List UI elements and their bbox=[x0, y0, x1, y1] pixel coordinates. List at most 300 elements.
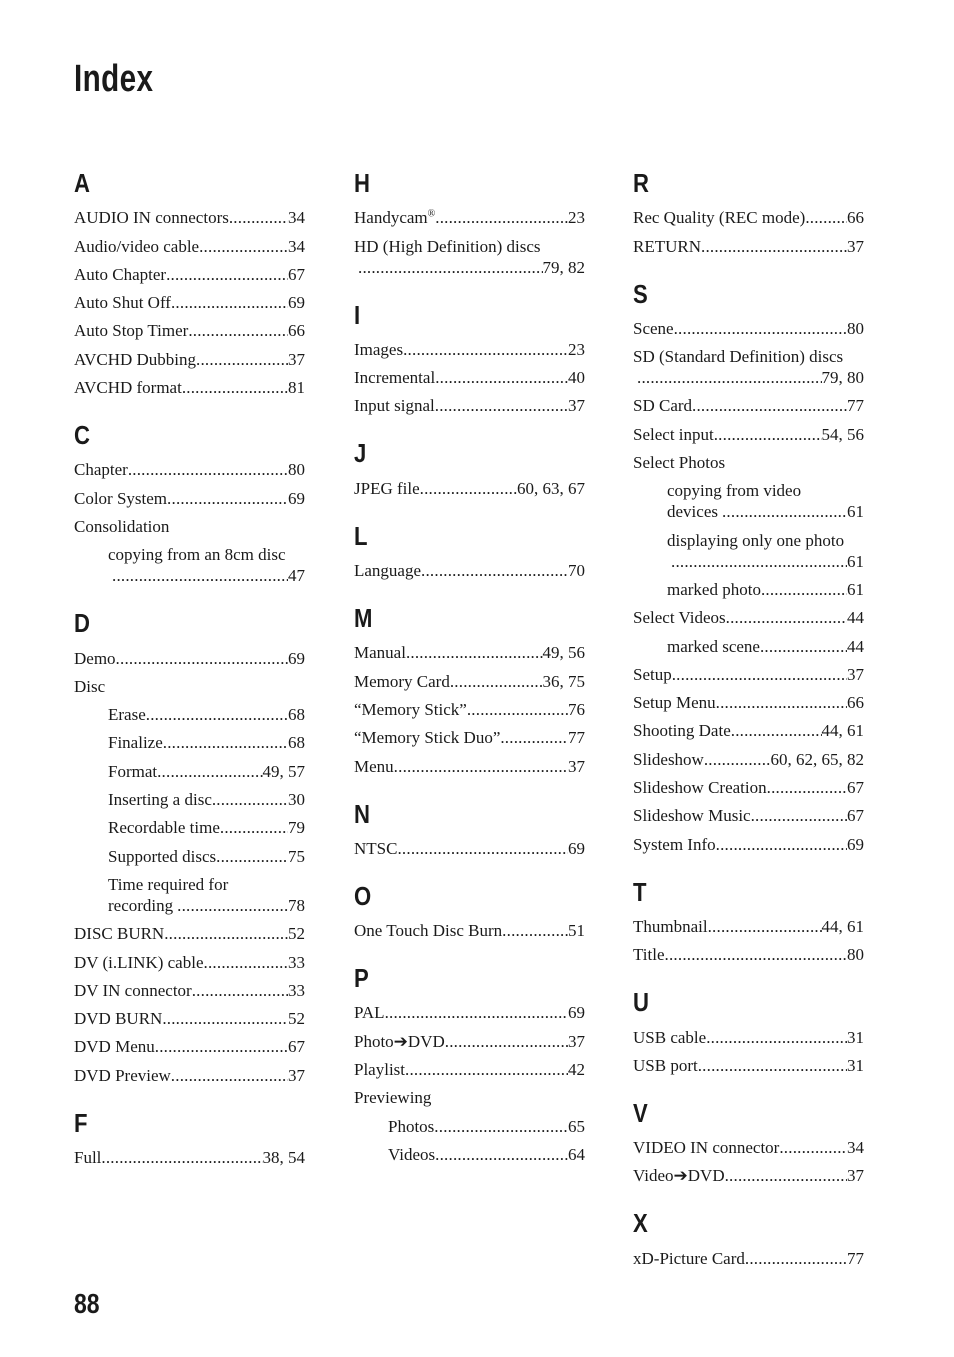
entry-term-text: USB cable bbox=[633, 1027, 707, 1047]
entry-term-text: AUDIO IN connectors bbox=[74, 208, 229, 228]
entry-term bbox=[354, 838, 397, 859]
entry-pages: 33 bbox=[288, 980, 305, 1000]
entry-row bbox=[388, 1116, 585, 1137]
entry-row bbox=[354, 699, 585, 720]
entry-row bbox=[633, 692, 864, 713]
section-letter: J bbox=[354, 438, 367, 469]
entry-pages: 47 bbox=[288, 566, 305, 586]
index-entry bbox=[633, 1137, 864, 1158]
entry-term bbox=[388, 1144, 435, 1165]
entry-row bbox=[667, 579, 864, 600]
section-letter: A bbox=[74, 168, 90, 198]
index-subentry bbox=[74, 874, 305, 916]
index-section-r bbox=[633, 166, 864, 257]
entry-pages: 80 bbox=[847, 318, 864, 338]
entry-term: Consolidation bbox=[74, 516, 170, 536]
entry-term-text: Input signal bbox=[354, 396, 435, 416]
entry-pages: 42 bbox=[568, 1060, 585, 1080]
entry-row bbox=[74, 292, 305, 313]
entry-term: SD (Standard Definition) discs bbox=[633, 347, 844, 367]
entry-row bbox=[74, 1036, 305, 1057]
entry-row bbox=[74, 648, 305, 669]
entry-pages: 31 bbox=[847, 1027, 864, 1047]
entry-row bbox=[633, 834, 864, 855]
entry-term-text: Photos bbox=[388, 1116, 435, 1136]
index-entry bbox=[633, 916, 864, 937]
entry-term-text: Supported discs bbox=[108, 846, 217, 866]
entry-term bbox=[74, 236, 199, 257]
entry-pages: 37 bbox=[568, 1031, 585, 1051]
entry-term bbox=[74, 488, 167, 509]
entry-term-continued: devices bbox=[667, 502, 718, 522]
entry-term-text: Format bbox=[108, 761, 158, 781]
entry-term bbox=[354, 478, 420, 499]
entry-term-text: Rec Quality (REC mode) bbox=[633, 208, 806, 228]
index-entry bbox=[633, 1027, 864, 1048]
entry-pages: 37 bbox=[847, 236, 864, 256]
entry-term bbox=[74, 980, 192, 1001]
index-entry bbox=[633, 424, 864, 445]
entry-term-text: AVCHD Dubbing bbox=[74, 349, 197, 369]
index-entry bbox=[354, 1087, 585, 1108]
entry-term-text: Recordable time bbox=[108, 818, 220, 838]
index-entry bbox=[74, 207, 305, 228]
entry-term-text: Setup bbox=[633, 664, 672, 684]
section-letter: L bbox=[354, 520, 368, 551]
index-entry bbox=[74, 516, 305, 537]
entry-term bbox=[633, 664, 672, 685]
dot-leader bbox=[421, 560, 568, 581]
entry-row bbox=[354, 367, 585, 388]
entry-term bbox=[354, 367, 435, 388]
dot-leader bbox=[173, 895, 288, 916]
dot-leader bbox=[182, 377, 288, 398]
entry-term-text: Select input bbox=[633, 424, 714, 444]
dot-leader bbox=[164, 923, 288, 944]
entry-pages: 49, 57 bbox=[262, 761, 305, 781]
entry-term bbox=[108, 846, 216, 867]
index-section-u bbox=[633, 985, 864, 1076]
index-section-o bbox=[354, 879, 585, 941]
entry-pages: 81 bbox=[288, 378, 305, 398]
entry-row bbox=[354, 1059, 585, 1080]
entry-pages: 76 bbox=[568, 699, 585, 719]
index-subentry bbox=[74, 544, 305, 586]
entry-term-text: Slideshow Creation bbox=[633, 778, 767, 798]
index-entry bbox=[633, 607, 864, 628]
index-entry bbox=[633, 318, 864, 339]
entry-row bbox=[74, 980, 305, 1001]
index-section-i bbox=[354, 298, 585, 417]
dot-leader bbox=[101, 1147, 262, 1168]
dot-leader bbox=[805, 207, 847, 228]
entry-term-text: Playlist bbox=[354, 1060, 406, 1080]
dot-leader bbox=[229, 207, 288, 228]
dot-leader bbox=[171, 1065, 288, 1086]
entry-term-text: Auto Shut Off bbox=[74, 293, 171, 313]
index-entry bbox=[633, 720, 864, 741]
entry-term bbox=[633, 916, 708, 937]
entry-row bbox=[108, 895, 305, 916]
entry-row bbox=[108, 761, 305, 782]
dot-leader bbox=[672, 664, 847, 685]
entry-pages: 44 bbox=[847, 636, 864, 656]
index-subentry bbox=[74, 761, 305, 782]
entry-term bbox=[108, 732, 163, 753]
dot-leader bbox=[155, 1036, 288, 1057]
dot-leader bbox=[726, 607, 847, 628]
entry-row bbox=[108, 565, 305, 586]
entry-pages: 37 bbox=[847, 664, 864, 684]
entry-term-text: JPEG file bbox=[354, 478, 420, 498]
index-subentry bbox=[354, 1116, 585, 1137]
dot-leader bbox=[692, 395, 847, 416]
entry-term-text: Language bbox=[354, 561, 422, 581]
entry-term bbox=[354, 1059, 405, 1080]
index-entry bbox=[633, 207, 864, 228]
entry-pages: 37 bbox=[568, 756, 585, 776]
entry-term bbox=[354, 727, 500, 748]
dot-leader bbox=[166, 264, 288, 285]
entry-row bbox=[354, 920, 585, 941]
section-letter: H bbox=[354, 168, 370, 198]
entry-term: HD (High Definition) discs bbox=[354, 236, 541, 256]
entry-row bbox=[633, 318, 864, 339]
entry-term bbox=[633, 318, 674, 339]
index-entry bbox=[633, 664, 864, 685]
index-section-c bbox=[74, 418, 305, 586]
index-subentry bbox=[633, 480, 864, 522]
entry-term bbox=[633, 395, 692, 416]
entry-row bbox=[633, 777, 864, 798]
entry-term-text: marked scene bbox=[667, 636, 760, 656]
entry-pages: 61 bbox=[847, 579, 864, 599]
entry-row bbox=[667, 501, 864, 522]
entry-row bbox=[633, 944, 864, 965]
entry-term-text: One Touch Disc Burn bbox=[354, 921, 503, 941]
entry-pages: 68 bbox=[288, 705, 305, 725]
dot-leader bbox=[196, 349, 288, 370]
entry-term-text: SD Card bbox=[633, 396, 693, 416]
entry-term bbox=[633, 1137, 779, 1158]
entry-term bbox=[633, 1165, 725, 1186]
entry-pages: 23 bbox=[568, 208, 585, 228]
index-subentry bbox=[74, 846, 305, 867]
index-entry bbox=[633, 749, 864, 770]
entry-row bbox=[74, 207, 305, 228]
dot-leader bbox=[435, 395, 568, 416]
dot-leader bbox=[467, 699, 568, 720]
entry-term bbox=[633, 236, 701, 257]
entry-term bbox=[633, 692, 716, 713]
entry-row bbox=[74, 320, 305, 341]
entry-pages: 37 bbox=[288, 349, 305, 369]
section-letter: D bbox=[74, 608, 90, 639]
dot-leader bbox=[192, 980, 288, 1001]
entry-term bbox=[354, 339, 403, 360]
entry-term bbox=[354, 756, 394, 777]
entry-row bbox=[354, 727, 585, 748]
dot-leader bbox=[500, 727, 568, 748]
entry-pages: 79, 82 bbox=[542, 257, 585, 277]
index-subentry bbox=[354, 1144, 585, 1165]
entry-term bbox=[74, 923, 164, 944]
index-entry bbox=[74, 377, 305, 398]
entry-pages: 31 bbox=[847, 1055, 864, 1075]
entry-term-text: Photo➔DVD bbox=[354, 1031, 445, 1051]
entry-term-text: “Memory Stick Duo” bbox=[354, 728, 501, 748]
entry-row bbox=[633, 236, 864, 257]
entry-row bbox=[633, 1165, 864, 1186]
entry-term bbox=[74, 952, 204, 973]
index-entry bbox=[633, 692, 864, 713]
entry-row bbox=[633, 424, 864, 445]
entry-term bbox=[354, 671, 450, 692]
index-entry bbox=[354, 478, 585, 499]
entry-pages: 69 bbox=[288, 648, 305, 668]
dot-leader bbox=[385, 1002, 568, 1023]
entry-pages: 80 bbox=[288, 460, 305, 480]
index-entry bbox=[74, 923, 305, 944]
entry-row bbox=[74, 264, 305, 285]
entry-pages: 37 bbox=[288, 1065, 305, 1085]
entry-pages: 30 bbox=[288, 790, 305, 810]
entry-pages: 54, 56 bbox=[821, 424, 864, 444]
index-section-j bbox=[354, 436, 585, 498]
entry-row bbox=[633, 1137, 864, 1158]
dot-leader bbox=[760, 636, 847, 657]
dot-leader bbox=[718, 501, 847, 522]
index-entry bbox=[633, 805, 864, 826]
index-entry bbox=[74, 952, 305, 973]
dot-leader bbox=[199, 236, 288, 257]
index-entry bbox=[354, 920, 585, 941]
index-column-1 bbox=[74, 166, 305, 1188]
entry-row bbox=[74, 349, 305, 370]
index-entry bbox=[633, 1165, 864, 1186]
entry-term-text: Videos bbox=[388, 1144, 436, 1164]
entry-pages: 70 bbox=[568, 561, 585, 581]
dot-leader bbox=[674, 318, 847, 339]
entry-term bbox=[633, 720, 731, 741]
dot-leader bbox=[698, 1055, 847, 1076]
dot-leader bbox=[779, 1137, 847, 1158]
index-section-v bbox=[633, 1096, 864, 1187]
page-number: 88 bbox=[74, 1288, 100, 1319]
section-letter: S bbox=[633, 278, 648, 309]
dot-leader bbox=[108, 565, 288, 586]
entry-row bbox=[74, 952, 305, 973]
entry-row bbox=[108, 789, 305, 810]
index-entry bbox=[74, 1036, 305, 1057]
entry-term bbox=[74, 349, 196, 370]
entry-row bbox=[354, 838, 585, 859]
entry-pages: 64 bbox=[568, 1144, 585, 1164]
dot-leader bbox=[445, 1031, 568, 1052]
index-entry bbox=[354, 207, 585, 228]
entry-pages: 61 bbox=[847, 551, 864, 571]
entry-term bbox=[633, 777, 767, 798]
entry-term-text: Setup Menu bbox=[633, 693, 716, 713]
index-entry bbox=[74, 349, 305, 370]
dot-leader bbox=[216, 846, 288, 867]
dot-leader bbox=[708, 916, 822, 937]
entry-row bbox=[633, 1027, 864, 1048]
dot-leader bbox=[354, 257, 543, 278]
index-entry bbox=[633, 346, 864, 388]
entry-pages: 44 bbox=[847, 608, 864, 628]
entry-term bbox=[74, 1036, 155, 1057]
entry-term bbox=[108, 817, 220, 838]
section-letter: R bbox=[633, 168, 649, 198]
entry-term-text: Chapter bbox=[74, 460, 128, 480]
entry-pages: 37 bbox=[847, 1166, 864, 1186]
entry-row bbox=[354, 478, 585, 499]
entry-pages: 79 bbox=[288, 818, 305, 838]
entry-term-text: AVCHD format bbox=[74, 378, 182, 398]
entry-row bbox=[633, 395, 864, 416]
dot-leader bbox=[435, 207, 568, 228]
index-subentry bbox=[74, 817, 305, 838]
entry-row bbox=[633, 916, 864, 937]
entry-term bbox=[633, 607, 726, 628]
entry-row bbox=[633, 207, 864, 228]
entry-term bbox=[633, 424, 714, 445]
index-entry bbox=[354, 727, 585, 748]
index-entry bbox=[74, 320, 305, 341]
entry-term: copying from video bbox=[667, 481, 802, 501]
entry-pages: 69 bbox=[568, 1003, 585, 1023]
index-entry bbox=[633, 236, 864, 257]
entry-row bbox=[633, 805, 864, 826]
index-section-f bbox=[74, 1106, 305, 1168]
entry-pages: 51 bbox=[568, 921, 585, 941]
entry-pages: 37 bbox=[568, 396, 585, 416]
entry-term-text: Shooting Date bbox=[633, 721, 731, 741]
entry-pages: 66 bbox=[847, 693, 864, 713]
entry-term-text: Images bbox=[354, 339, 404, 359]
entry-term bbox=[354, 642, 406, 663]
entry-pages: 61 bbox=[847, 502, 864, 522]
entry-term: Previewing bbox=[354, 1088, 432, 1108]
dot-leader bbox=[633, 367, 822, 388]
dot-leader bbox=[706, 1027, 847, 1048]
index-subentry bbox=[74, 789, 305, 810]
index-section-p bbox=[354, 961, 585, 1165]
entry-term-text: Video➔DVD bbox=[633, 1166, 725, 1186]
entry-pages: 80 bbox=[847, 945, 864, 965]
entry-pages: 36, 75 bbox=[542, 671, 585, 691]
entry-pages: 34 bbox=[288, 208, 305, 228]
entry-term-text: marked photo bbox=[667, 579, 761, 599]
entry-term bbox=[633, 749, 704, 770]
page-title: Index bbox=[74, 58, 154, 100]
entry-term-text: DVD Menu bbox=[74, 1037, 155, 1057]
registered-mark: ® bbox=[427, 208, 436, 220]
entry-pages: 69 bbox=[568, 838, 585, 858]
entry-term-text: System Info bbox=[633, 834, 716, 854]
dot-leader bbox=[704, 749, 771, 770]
dot-leader bbox=[701, 236, 847, 257]
index-entry bbox=[74, 1065, 305, 1086]
section-letter: M bbox=[354, 603, 373, 634]
entry-term bbox=[354, 560, 421, 581]
section-letter: C bbox=[74, 420, 90, 451]
entry-row bbox=[667, 636, 864, 657]
dot-leader bbox=[212, 789, 288, 810]
dot-leader bbox=[767, 777, 847, 798]
entry-term-text: Auto Stop Timer bbox=[74, 321, 189, 341]
index-entry bbox=[354, 699, 585, 720]
index-entry bbox=[354, 1059, 585, 1080]
dot-leader bbox=[502, 920, 568, 941]
entry-pages: 60, 62, 65, 82 bbox=[770, 749, 864, 769]
index-entry bbox=[354, 1031, 585, 1052]
index-entry bbox=[74, 459, 305, 480]
entry-row bbox=[633, 1055, 864, 1076]
entry-row bbox=[354, 1031, 585, 1052]
index-section-l bbox=[354, 519, 585, 581]
entry-term-text: “Memory Stick” bbox=[354, 699, 467, 719]
index-entry bbox=[354, 1002, 585, 1023]
index-entry bbox=[354, 642, 585, 663]
dot-leader bbox=[450, 671, 543, 692]
entry-pages: 52 bbox=[288, 924, 305, 944]
entry-pages: 69 bbox=[288, 293, 305, 313]
dot-leader bbox=[163, 732, 288, 753]
entry-pages: 33 bbox=[288, 952, 305, 972]
index-section-x bbox=[633, 1206, 864, 1268]
section-letter: N bbox=[354, 798, 370, 829]
dot-leader bbox=[116, 648, 288, 669]
dot-leader bbox=[716, 834, 847, 855]
entry-term-text: Slideshow bbox=[633, 749, 704, 769]
entry-term: copying from an 8cm disc bbox=[108, 545, 286, 565]
index-subentry bbox=[633, 579, 864, 600]
entry-row bbox=[354, 642, 585, 663]
entry-row bbox=[74, 459, 305, 480]
dot-leader bbox=[146, 704, 288, 725]
entry-term-text: Incremental bbox=[354, 368, 436, 388]
entry-pages: 44, 61 bbox=[821, 916, 864, 936]
entry-row bbox=[633, 664, 864, 685]
entry-term-text: Select Videos bbox=[633, 608, 726, 628]
entry-term bbox=[633, 1248, 745, 1269]
entry-row bbox=[108, 817, 305, 838]
entry-term-text: Menu bbox=[354, 756, 394, 776]
entry-term-text: Memory Card bbox=[354, 671, 450, 691]
entry-term bbox=[633, 1027, 706, 1048]
entry-term bbox=[667, 636, 760, 657]
dot-leader bbox=[665, 944, 847, 965]
entry-term-text: xD-Picture Card bbox=[633, 1248, 745, 1268]
entry-term-text: DISC BURN bbox=[74, 924, 165, 944]
index-entry bbox=[633, 1055, 864, 1076]
entry-term bbox=[74, 1065, 171, 1086]
index-entry bbox=[354, 560, 585, 581]
entry-pages: 40 bbox=[568, 368, 585, 388]
index-section-h bbox=[354, 166, 585, 278]
dot-leader bbox=[128, 459, 288, 480]
index-entry bbox=[633, 1248, 864, 1269]
dot-leader bbox=[157, 761, 262, 782]
index-entry bbox=[633, 395, 864, 416]
entry-term bbox=[633, 944, 665, 965]
section-letter: I bbox=[354, 299, 361, 330]
entry-row bbox=[354, 339, 585, 360]
index-entry bbox=[354, 671, 585, 692]
entry-term bbox=[354, 395, 435, 416]
